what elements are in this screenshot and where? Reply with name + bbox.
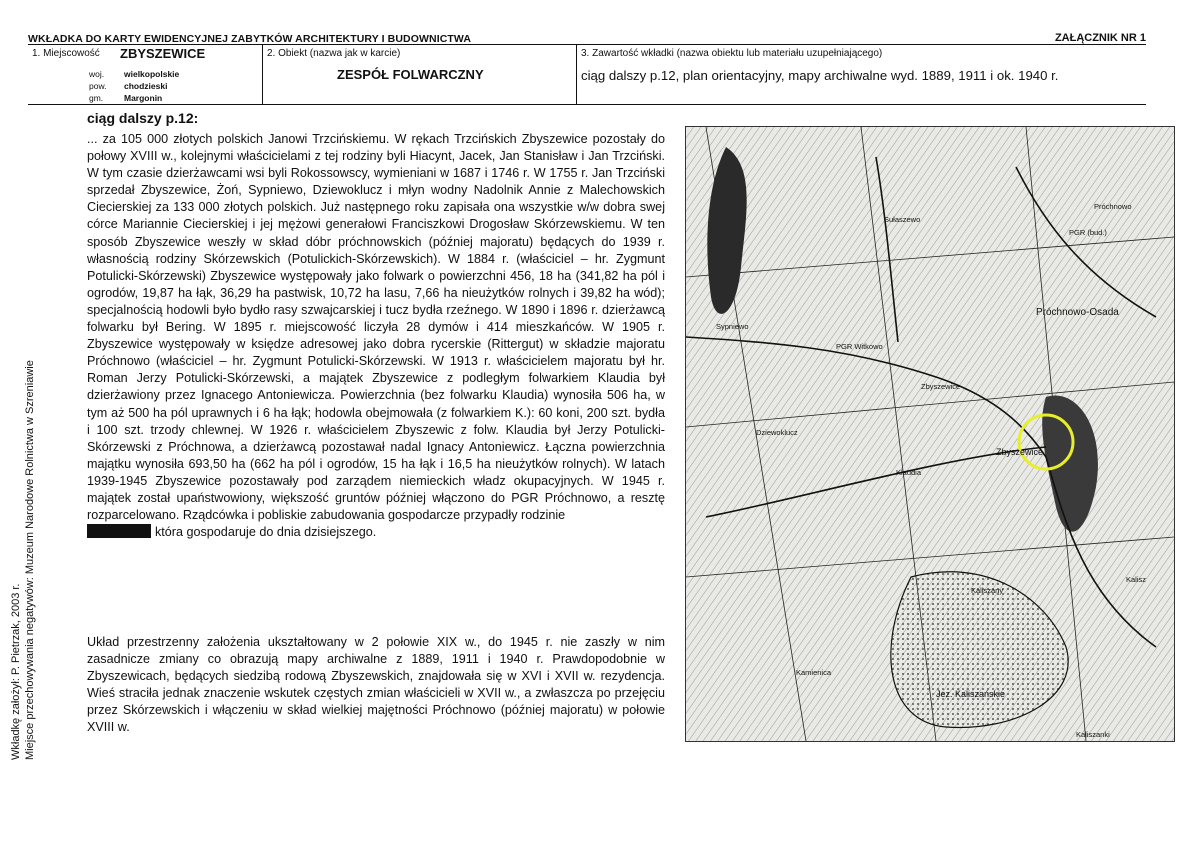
map-label-prochnowo: Próchnowo: [1094, 202, 1132, 211]
map-label-sypniewo: Sypniewo: [716, 322, 749, 331]
header-bottom-rule: [28, 104, 1146, 105]
header-separator: [262, 44, 263, 104]
map-label-zbyszewice-north: Zbyszewice: [921, 382, 961, 391]
map-label-zbyszewice: Zbyszewice: [996, 447, 1044, 457]
side-note: [10, 240, 36, 760]
history-paragraph: [87, 131, 665, 541]
header-top-rule: [28, 44, 1146, 45]
map-label-jezioro: Jez. Kaliszańskie: [936, 689, 1006, 699]
map-label-kaliszanki: Kaliszanki: [1076, 730, 1110, 739]
map-label-dziewoklucz: Dziewoklucz: [756, 428, 798, 437]
map-label-kamienica: Kamienica: [796, 668, 832, 677]
county-label: pow.: [89, 81, 107, 91]
locality-value: ZBYSZEWICE: [120, 46, 206, 61]
map-drawing: [686, 127, 1174, 741]
side-note-author: Wkładkę założył: P. Pietrzak, 2003 r.: [10, 583, 22, 760]
history-text: [87, 131, 665, 541]
history-paragraph-end: która gospodaruje do dnia dzisiejszego.: [155, 525, 377, 540]
map-label-klaudia: Klaudia: [896, 468, 922, 477]
voivodeship-label: woj.: [89, 69, 105, 79]
map-label-kaliszany: Kaliszany: [971, 586, 1004, 595]
map-label-pgr-witkowo: PGR Witkowo: [836, 342, 883, 351]
contents-value: ciąg dalszy p.12, plan orientacyjny, mapy archiwalne wyd. 1889, 1911 i ok. 1940 r.: [581, 68, 1059, 83]
side-note-negatives: Miejsce przechowywania negatywów: Muzeum Narodowe Rolnictwa w Szreniawie: [24, 360, 36, 760]
locality-label: 1. Miejscowość: [32, 48, 100, 59]
map-label-kalisz: Kalisz: [1126, 575, 1147, 584]
commune-value: Margonin: [124, 93, 163, 103]
card-title: WKŁADKA DO KARTY EWIDENCYJNEJ ZABYTKÓW ARCHITEKTURY I BUDOWNICTWA: [28, 33, 472, 45]
header-separator: [576, 44, 577, 104]
map-label-sulaszewo: Sułaszewo: [884, 215, 921, 224]
history-paragraph-text: ... za 105 000 złotych polskich Janowi Trzcińskiemu. W rękach Trzcińskich Zbyszewice pozostały do połowy XVIII w., kolejnymi właścicielami z tej rodziny byli Hiacynt, Jacek, Jan Stanisław i Jan Trzciński. W tym czasie dzierżawcami wsi byli Rokossowscy, wymieniani w 1687 i 1746 r. W 1755 r. Jan Trzciński sprzedał Zbyszewice, Żoń, Sypniewo, Dziewoklucz i młyn wodny Nadolnik Annie z Malechowskich Ciecierskiej za 133 000 złotych polskich. Już następnego roku zapisała ona wszystkie w/w dobra swej córce Mariannie Ciecierskiej i jej mężowi generałowi Franciszkowi Drogosław Skórzewskiemu. W ten sposób Zbyszewice weszły w skład dóbr próchnowskich (później majoratu) będących do 1939 r. własnością rodziny Skórzewskich (Potulickich-Skórzewskich). W 1884 r. (właściciel – hr. Zygmunt Potulicki-Skórzewski) Zbyszewice występowały jako folwark o powierzchni 456, 18 ha (341,82 ha pól i ogrodów, 19,87 ha łąk, 36,29 ha pastwisk, 10,72 ha lasu, 7,66 ha nieużytków rolnych i 39,82 ha wód); specjalnością hodowli było bydło rasy szwajcarskiej i tucz bydła rzeźnego. W 1890 i 1896 r. dzierżawcą folwarku był Bering. W 1895 r. miejscowość liczyła 28 dymów i 414 mieszkańców. W 1905 r. Zbyszewice występowały w księdze adresowej jako dobra rycerskie (Rittergut) w składzie majoratu Próchnowo (właściciel – hr. Zygmunt Potulicki-Skórzewski. W 1913 r. właścicielem majoratu był hr. Roman Jerzy Potulicki-Skórzewski, a majątek Zbyszewice z podległym folwarkiem Klaudia był dzierżawiony przez Ignacego Antoniewicza. Powierzchnia (bez folwarku Klaudia) wynosiła 506 ha, w tym aż 500 ha pól uprawnych i 6 ha łąk; hodowla obejmowała (z folwarkiem K.): 60 koni, 200 szt. bydła i 100 szt. trzody chlewnej. W 1926 r. właścicielem Zbyszewic z folw. Klaudia był Jerzy Potulicki-Skórzewski z Próchnowa, a dzierżawcą pozostawał nadal Ignacy Antoniewicz. Łączna powierzchnia majątku wynosiła 693,50 ha (662 ha pól i ogrodów, 15 ha łąk i 16,5 ha nieużytków rolnych). W latach 1939-1945 Zbyszewice pozostawały pod zarządem niemieckich władz okupacyjnych. W 1945 r. majątek został upaństwowiony, większość gruntów później włączono do PGR Próchnowo, a resztę rozparcelowano. Rządcówka i pobliskie zabudowania gospodarcze przypadły rodzinie: [87, 132, 665, 523]
object-label: 2. Obiekt (nazwa jak w karcie): [267, 48, 401, 59]
commune-label: gm.: [89, 93, 104, 103]
map-label-prochnowo-osada: Próchnowo-Osada: [1036, 307, 1119, 318]
layout-paragraph: Układ przestrzenny założenia ukształtowany w 2 połowie XIX w., do 1945 r. nie zaszły w nim zasadnicze zmiany co obrazują mapy archiwalne z 1889, 1911 i 1940 r. Prawdopodobnie w Zbyszewicach, będących siedzibą rodową Zbyszewskich, znajdowała się w XVI i XVII w. rezydencja. Wieś straciła jednak znaczenie wskutek częstych zmian właścicieli w XVII w., a zwłaszcza po przejęciu przez Skórzewskich i włączeniu w skład wielkiej majętności Próchnowo (później majoratu) w połowie XVIII w.: [87, 635, 665, 735]
orientation-map: [685, 126, 1175, 742]
voivodeship-value: wielkopolskie: [124, 69, 180, 79]
county-value: chodzieski: [124, 81, 168, 91]
contents-label: 3. Zawartość wkładki (nazwa obiektu lub materiału uzupełniającego): [581, 48, 883, 59]
layout-text: [87, 634, 665, 737]
redacted-name: [87, 524, 151, 538]
section-heading: ciąg dalszy p.12:: [87, 110, 199, 126]
map-label-pgr: PGR (bud.): [1069, 228, 1107, 237]
attachment-number: ZAŁĄCZNIK NR 1: [1054, 32, 1146, 44]
object-value: ZESPÓŁ FOLWARCZNY: [337, 67, 484, 82]
